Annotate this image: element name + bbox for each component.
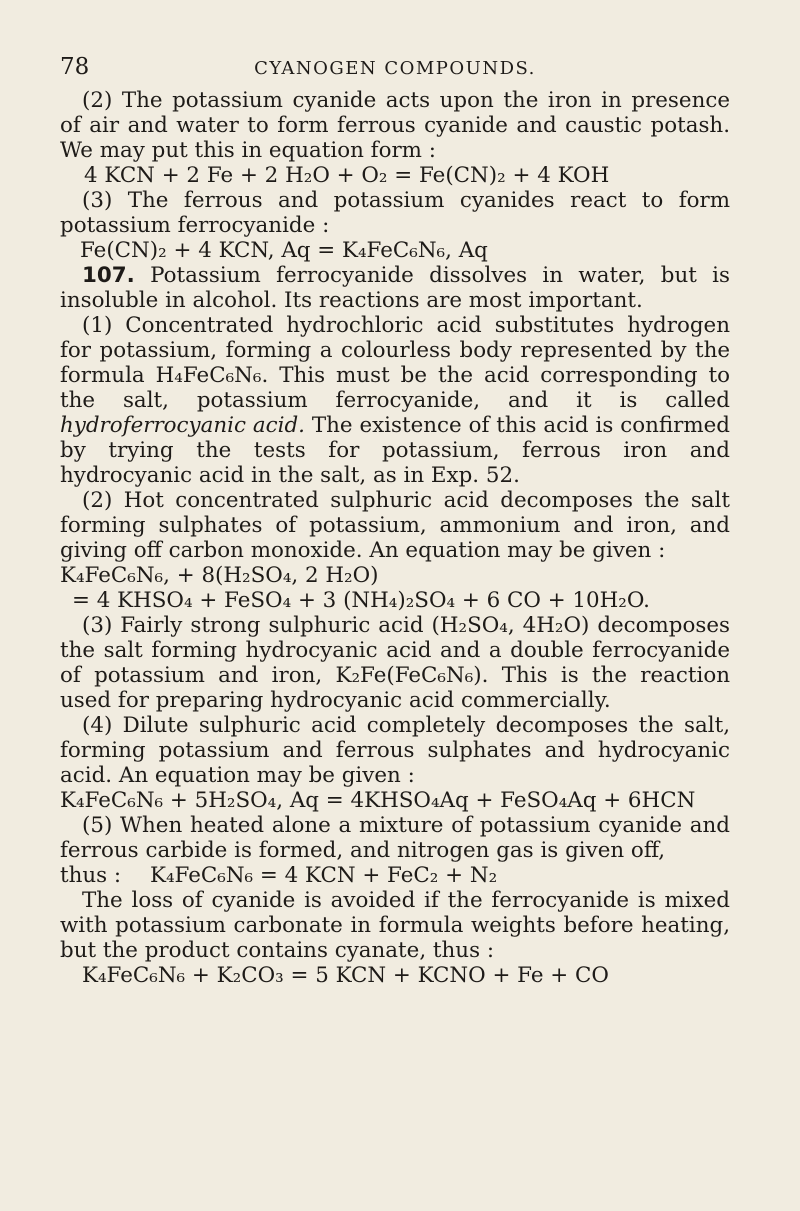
- equation-text: = 4 KHSO₄ + FeSO₄ + 3 (NH₄)₂SO₄ + 6 CO + 10H₂O.: [72, 588, 650, 613]
- equation: [60, 238, 730, 263]
- paragraph-text: (2) The potassium cyanide acts upon the iron in presence of air and water to form ferrous cyanide and caustic potash. We may put this in equation form :: [60, 88, 730, 163]
- paragraph: [60, 263, 730, 313]
- section-number: 107.: [82, 263, 135, 288]
- paragraph: [60, 488, 730, 563]
- equation: [60, 963, 730, 988]
- paragraph: [60, 313, 730, 488]
- equation-text: Fe(CN)₂ + 4 KCN, Aq = K₄FeC₆N₆, Aq: [80, 238, 488, 263]
- page-header: [60, 52, 730, 88]
- paragraph-text: (5) When heated alone a mixture of potassium cyanide and ferrous carbide is formed, and nitrogen gas is given off,: [60, 813, 730, 863]
- equation: [60, 588, 730, 613]
- running-head: CYANOGEN COMPOUNDS.: [254, 58, 536, 79]
- paragraph: [60, 813, 730, 863]
- equation-text: K₄FeC₆N₆ = 4 KCN + FeC₂ + N₂: [150, 863, 498, 888]
- page: [60, 52, 730, 988]
- paragraph: [60, 613, 730, 713]
- paragraph-text: The existence of this acid is confirmed by trying the tests for potassium, ferrous iron and hydrocyanic acid in the salt, as in Exp. 52.: [60, 413, 730, 488]
- paragraph-text: (3) Fairly strong sulphuric acid (H₂SO₄, 4H₂O) decomposes the salt forming hydrocyanic acid and a double ferrocyanide of potassium and iron, K₂Fe(FeC₆N₆). This is the reaction used for preparing hydrocyanic acid commercially.: [60, 613, 730, 713]
- page-body: [60, 88, 730, 988]
- equation: [60, 563, 730, 588]
- paragraph: [60, 188, 730, 238]
- equation-text: K₄FeC₆N₆, + 8(H₂SO₄, 2 H₂O): [60, 563, 379, 588]
- equation-text: K₄FeC₆N₆ + K₂CO₃ = 5 KCN + KCNO + Fe + CO: [82, 963, 609, 988]
- italic-term: hydroferrocyanic acid.: [60, 413, 305, 438]
- equation: [60, 163, 730, 188]
- page-number: 78: [60, 54, 90, 80]
- equation: [60, 788, 730, 813]
- equation: [60, 863, 730, 888]
- equation-lead: thus :: [60, 863, 122, 888]
- paragraph-text: (3) The ferrous and potassium cyanides react to form potassium ferrocyanide :: [60, 188, 730, 238]
- paragraph-text: (4) Dilute sulphuric acid completely decomposes the salt, forming potassium and ferrous sulphates and hydrocyanic acid. An equation may be given :: [60, 713, 730, 788]
- equation-text: 4 KCN + 2 Fe + 2 H₂O + O₂ = Fe(CN)₂ + 4 KOH: [84, 163, 610, 188]
- paragraph-text: (1) Concentrated hydrochloric acid substitutes hydrogen for potassium, forming a colourless body represented by the formula H₄FeC₆N₆. This must be the acid corresponding to the salt, potassium ferrocyanide, and it is called: [60, 313, 730, 413]
- paragraph-text: Potassium ferrocyanide dissolves in water, but is insoluble in alcohol. Its reactions are most important.: [60, 263, 730, 313]
- paragraph: [60, 888, 730, 963]
- paragraph: [60, 88, 730, 163]
- paragraph-text: (2) Hot concentrated sulphuric acid decomposes the salt forming sulphates of potassium, ammonium and iron, and giving off carbon monoxide. An equation may be given :: [60, 488, 730, 563]
- equation-text: K₄FeC₆N₆ + 5H₂SO₄, Aq = 4KHSO₄Aq + FeSO₄Aq + 6HCN: [60, 788, 696, 813]
- paragraph: [60, 713, 730, 788]
- paragraph-text: The loss of cyanide is avoided if the ferrocyanide is mixed with potassium carbonate in formula weights before heating, but the product contains cyanate, thus :: [60, 888, 730, 963]
